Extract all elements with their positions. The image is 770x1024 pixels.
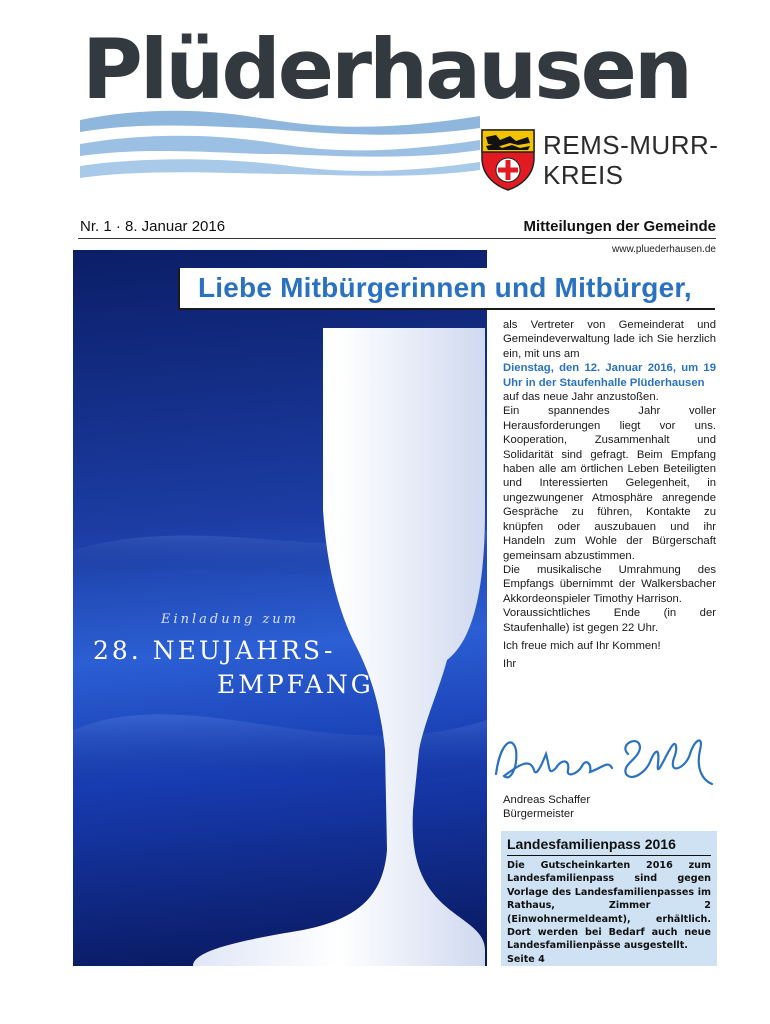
website-link[interactable]: www.pluederhausen.de — [612, 244, 716, 255]
handwritten-signature — [490, 724, 720, 792]
district-name — [543, 130, 718, 190]
newspaper-title: Plüderhausen — [82, 21, 690, 118]
paragraph: Ich freue mich auf Ihr Kommen! — [503, 639, 661, 652]
paragraph: Ein spannendes Jahr voller Herausforderungen liegt vor uns. Kooperation, Zusammenhalt und Solidarität sind gefragt. Beim Empfang haben alle am örtlichen Leben Beteiligten und Interessierten Gelegenheit, in ungezwungener Atmosphäre anregende Gespräche zu führen, Kontakte zu knüpfen oder auszubauen und ihr Handeln zum Wohle der Bürgerschaft gemeinsam abzustimmen. — [503, 405, 716, 562]
waves-icon — [80, 108, 480, 192]
info-box-text: Die Gutscheinkarten 2016 zum Landesfamilienpass sind gegen Vorlage des Landesfamilienpasses im Rathaus, Zimmer 2 (Einwohnermeldeamt), erhältlich. Dort werden bei Bedarf auch neue Landesfamilienpässe ausgestellt. — [507, 860, 711, 952]
headline-box — [178, 268, 715, 310]
district-line-1: REMS-MURR- — [543, 130, 719, 160]
info-box-rule — [507, 855, 711, 856]
event-date-highlight: Dienstag, den 12. Januar 2016, um 19 Uhr in der Staufenhalle Plüderhausen — [503, 362, 716, 389]
section-title: Mitteilungen der Gemeinde — [523, 218, 716, 235]
poster-event-title-line2: EMPFANG — [217, 670, 374, 699]
poster-event-title-line1: 28. NEUJAHRS- — [93, 636, 336, 665]
info-box — [501, 831, 717, 966]
info-box-page-ref[interactable]: Seite 4 — [507, 953, 545, 965]
info-box-body — [507, 859, 711, 966]
poster-invite-text: Einladung zum — [161, 612, 299, 627]
paragraph: Voraussichtliches Ende (in der Staufenhalle) ist gegen 22 Uhr. — [503, 607, 716, 634]
headline: Liebe Mitbürgerinnen und Mitbürger, — [198, 272, 692, 303]
paragraph: als Vertreter von Gemeinderat und Gemeindeverwaltung lade ich Sie herzlich ein, mit uns am — [503, 319, 716, 360]
signatory-name: Andreas Schaffer — [503, 794, 591, 806]
champagne-glass-icon — [73, 250, 487, 966]
info-box-title: Landesfamilienpass 2016 — [507, 836, 676, 852]
coat-of-arms-icon — [480, 128, 536, 192]
paragraph: Ihr — [503, 658, 517, 671]
issue-number-date: Nr. 1 · 8. Januar 2016 — [80, 218, 226, 235]
paragraph: auf das neue Jahr anzustoßen. — [503, 391, 659, 404]
header-rule — [78, 238, 716, 239]
district-line-2: KREIS — [543, 160, 624, 190]
event-poster — [73, 250, 487, 966]
letter-body — [503, 318, 716, 672]
signatory-role: Bürgermeister — [503, 808, 574, 821]
signatory — [503, 793, 590, 822]
paragraph: Die musikalische Umrahmung des Empfangs übernimmt der Walkersbacher Akkordeonspieler Timothy Harrison. — [503, 563, 716, 605]
